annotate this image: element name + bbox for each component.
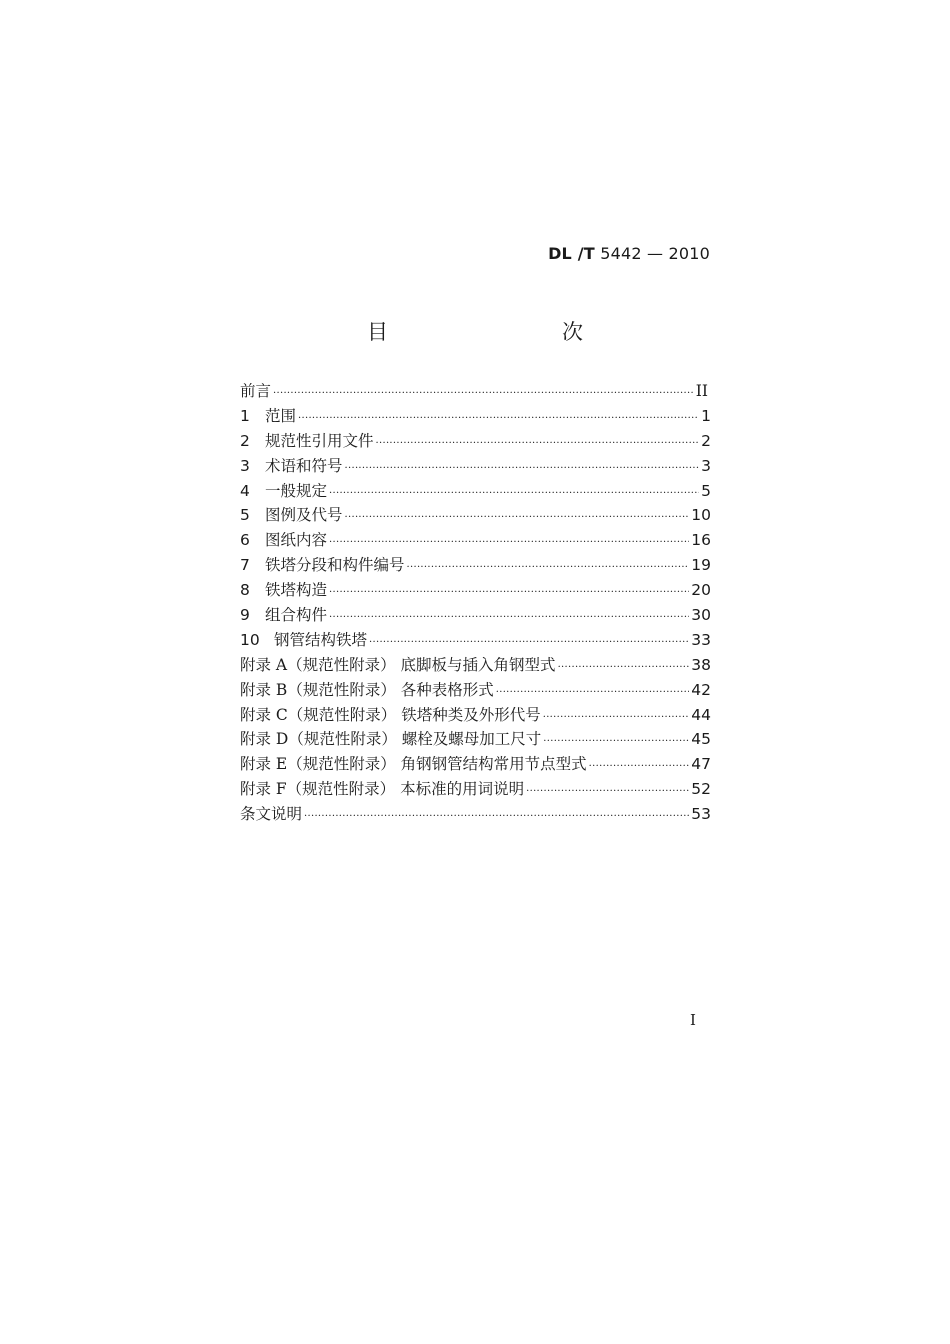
toc-entry-label: 铁塔构造 [265, 581, 328, 600]
toc-leader-dots [329, 581, 689, 606]
toc-entry-3[interactable] [240, 454, 711, 479]
toc-entry-label: 一般规定 [265, 481, 328, 500]
toc-entry-1[interactable] [240, 404, 711, 429]
standard-code-suffix: 5442 — 2010 [600, 244, 710, 263]
toc-entry-number: 9 [240, 606, 250, 625]
toc-entry-page: 1 [701, 406, 711, 425]
toc-entry-2[interactable] [240, 429, 711, 454]
page-number: I [690, 1011, 696, 1029]
toc-entry-page: 10 [691, 506, 711, 525]
toc-leader-dots [558, 656, 690, 681]
toc-entry-appendix-d[interactable] [240, 727, 711, 752]
toc-entry-foreword[interactable] [240, 379, 711, 404]
toc-entry-label: 附录 F（规范性附录） 本标准的用词说明 [240, 780, 525, 799]
toc-entry-6[interactable] [240, 528, 711, 553]
toc-entry-label: 附录 D（规范性附录） 螺栓及螺母加工尺寸 [240, 730, 542, 749]
toc-entry-page: 20 [691, 581, 711, 600]
toc-entry-label: 范围 [265, 406, 297, 425]
toc-entry-label: 图纸内容 [265, 531, 328, 550]
toc-entry-number: 10 [240, 630, 260, 649]
toc-entry-page: 33 [691, 630, 711, 649]
toc-entry-page: 16 [691, 531, 711, 550]
toc-entry-page: 19 [691, 556, 711, 575]
toc-entry-label: 附录 A（规范性附录） 底脚板与插入角钢型式 [240, 655, 556, 674]
toc-entry-label: 组合构件 [265, 606, 328, 625]
toc-entry-page: 47 [691, 755, 711, 774]
toc-leader-dots [304, 805, 689, 830]
toc-leader-dots [345, 457, 700, 482]
toc-entry-label: 前言 [240, 382, 272, 400]
toc-entry-appendix-a[interactable] [240, 653, 711, 678]
toc-entry-label: 图例及代号 [265, 506, 343, 525]
standard-code-prefix: DL /T [548, 244, 595, 263]
toc-entry-number: 7 [240, 556, 250, 575]
toc-entry-number: 3 [240, 456, 250, 475]
toc-entry-page: 44 [691, 705, 711, 724]
toc-leader-dots [329, 606, 689, 631]
toc-entry-label: 附录 E（规范性附录） 角钢钢管结构常用节点型式 [240, 755, 587, 774]
toc-entry-label: 铁塔分段和构件编号 [265, 556, 405, 575]
toc-entry-label: 条文说明 [240, 805, 303, 824]
toc-entry-number: 1 [240, 406, 250, 425]
toc-leader-dots [273, 382, 694, 407]
toc-entry-4[interactable] [240, 479, 711, 504]
toc-leader-dots [526, 780, 689, 805]
toc-entry-9[interactable] [240, 603, 711, 628]
table-of-contents [240, 379, 711, 827]
toc-entry-label: 钢管结构铁塔 [274, 630, 368, 649]
toc-leader-dots [376, 432, 700, 457]
toc-leader-dots [589, 755, 690, 780]
toc-entry-label: 规范性引用文件 [265, 431, 374, 450]
toc-entry-label: 附录 C（规范性附录） 铁塔种类及外形代号 [240, 705, 541, 724]
toc-entry-number: 2 [240, 431, 250, 450]
toc-entry-appendix-c[interactable] [240, 703, 711, 728]
toc-entry-page: 52 [691, 780, 711, 799]
toc-entry-number: 4 [240, 481, 250, 500]
toc-entry-appendix-f[interactable] [240, 777, 711, 802]
toc-entry-appendix-b[interactable] [240, 678, 711, 703]
toc-entry-number: 6 [240, 531, 250, 550]
toc-entry-page: 5 [701, 481, 711, 500]
toc-entry-8[interactable] [240, 578, 711, 603]
toc-entry-number: 5 [240, 506, 250, 525]
toc-entry-page: 42 [691, 680, 711, 699]
toc-entry-appendix-e[interactable] [240, 752, 711, 777]
toc-leader-dots [329, 482, 699, 507]
toc-entry-page: 3 [701, 456, 711, 475]
toc-title: 目 次 [367, 320, 627, 344]
toc-entry-label: 附录 B（规范性附录） 各种表格形式 [240, 680, 494, 699]
toc-entry-number: 8 [240, 581, 250, 600]
toc-entry-page: 53 [691, 805, 711, 824]
toc-leader-dots [345, 506, 690, 531]
toc-entry-explanation[interactable] [240, 802, 711, 827]
standard-code [548, 244, 710, 263]
toc-entry-page: 38 [691, 655, 711, 674]
toc-entry-page: 30 [691, 606, 711, 625]
toc-entry-7[interactable] [240, 553, 711, 578]
toc-entry-page: 45 [691, 730, 711, 749]
toc-entry-10[interactable] [240, 628, 711, 653]
toc-entry-label: 术语和符号 [265, 456, 343, 475]
toc-entry-page: II [695, 382, 708, 400]
toc-entry-5[interactable] [240, 503, 711, 528]
toc-leader-dots [407, 556, 690, 581]
toc-leader-dots [543, 706, 690, 731]
toc-entry-page: 2 [701, 431, 711, 450]
